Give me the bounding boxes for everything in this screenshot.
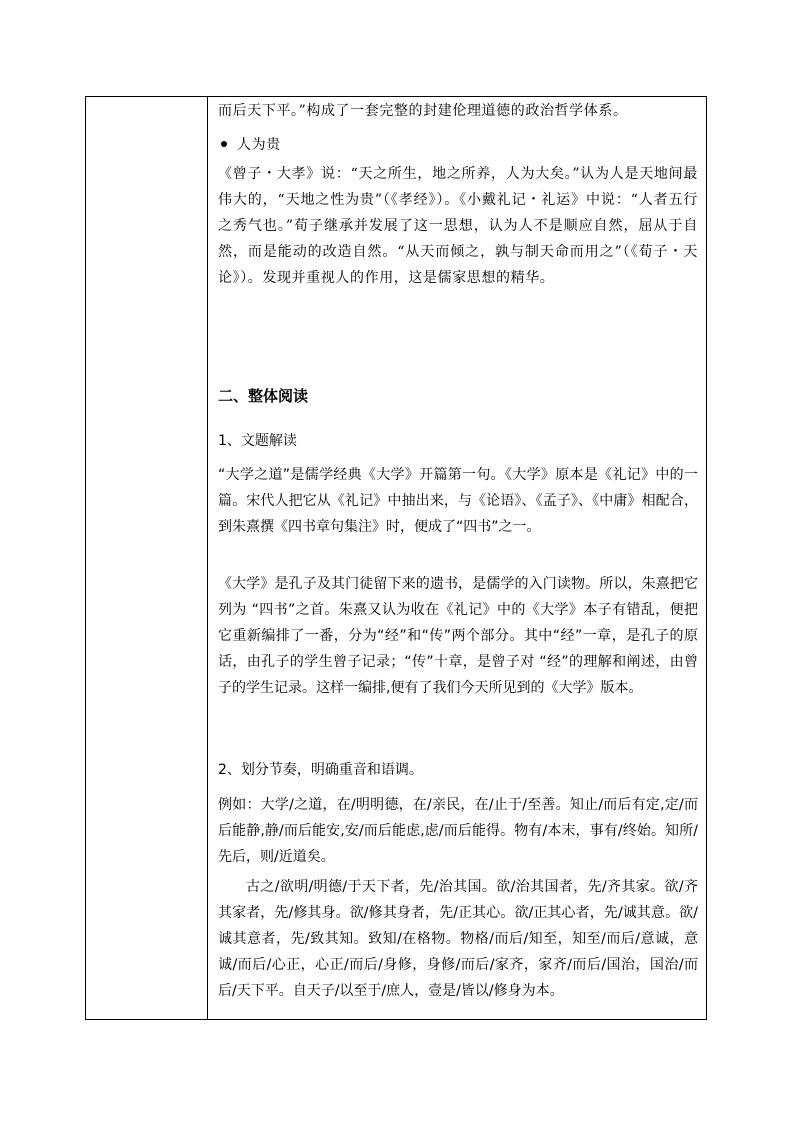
intro-paragraph-end: 而后天下平。”构成了一套完整的封建伦理道德的政治哲学体系。 (218, 103, 628, 119)
subsection-1-paragraph-2: 《大学》是孔子及其门徒留下来的遗书，是儒学的入门读物。所以，朱熹把它列为 “四书”之首。朱熹又认为收在《礼记》中的《大学》本子有错乱，便把它重新编排了一番，分为“经”和“传”两个部分。其中“经”一章，是孔子的原话，由孔子的学生曾子记录；“传”十章，是曾子对 “经”的理解和阐述，由曾子的学生记录。这样一编排,便有了我们今天所见到的《大学》版本。 (218, 576, 698, 696)
bullet-item (218, 135, 281, 155)
subsection-1-heading: 1、文题解读 (218, 433, 297, 449)
subsection-1-paragraph-1: “大学之道”是儒学经典《大学》开篇第一句。《大学》原本是《礼记》中的一篇。宋代人把它从《礼记》中抽出来，与《论语》、《孟子》、《中庸》相配合，到朱熹撰《四书章句集注》时，便成了“四书”之一。 (218, 467, 698, 535)
section-heading: 二、整体阅读 (218, 387, 309, 405)
subsection-2-heading: 2、划分节奏，明确重音和语调。 (218, 762, 423, 778)
left-label-cell (86, 97, 207, 1019)
renweigui-paragraph: 《曾子・大孝》说：“天之所生，地之所养，人为大矣。”认为人是天地间最伟大的，“天地之性为贵”（《孝经》）。《小戴礼记・礼运》中说：“人者五行之秀气也。”荀子继承并发展了这一思想，认为人不是顺应自然，屈从于自然，而是能动的改造自然。“从天而倾之，孰与制天命而用之”（《荀子・天论》）。发现并重视人的作用，这是儒家思想的精华。 (218, 166, 698, 286)
subsection-2-example: 例如：大学/之道，在/明明德，在/亲民，在/止于/至善。知止/而后有定,定/而后能静,静/而后能安,安/而后能虑,虑/而后能得。物有/本末，事有/终始。知所/先后，则/近道矣。 (218, 797, 698, 865)
subsection-2-passage: 古之/欲明/明德/于天下者，先/治其国。欲/治其国者，先/齐其家。欲/齐其家者，先/修其身。欲/修其身者，先/正其心。欲/正其心者，先/诚其意。欲/诚其意者，先/致其知。致知/在格物。物格/而后/知至，知至/而后/意诚，意诚/而后/心正，心正/而后/身修，身修/而后/家齐，家齐/而后/国治，国治/而后/天下平。自天子/以至于/庶人，壹是/皆以/修身为本。 (218, 879, 698, 999)
bullet-dot-icon (221, 141, 227, 147)
bullet-label: 人为贵 (237, 137, 281, 153)
lesson-table (85, 96, 707, 1020)
column-divider (207, 97, 208, 1019)
